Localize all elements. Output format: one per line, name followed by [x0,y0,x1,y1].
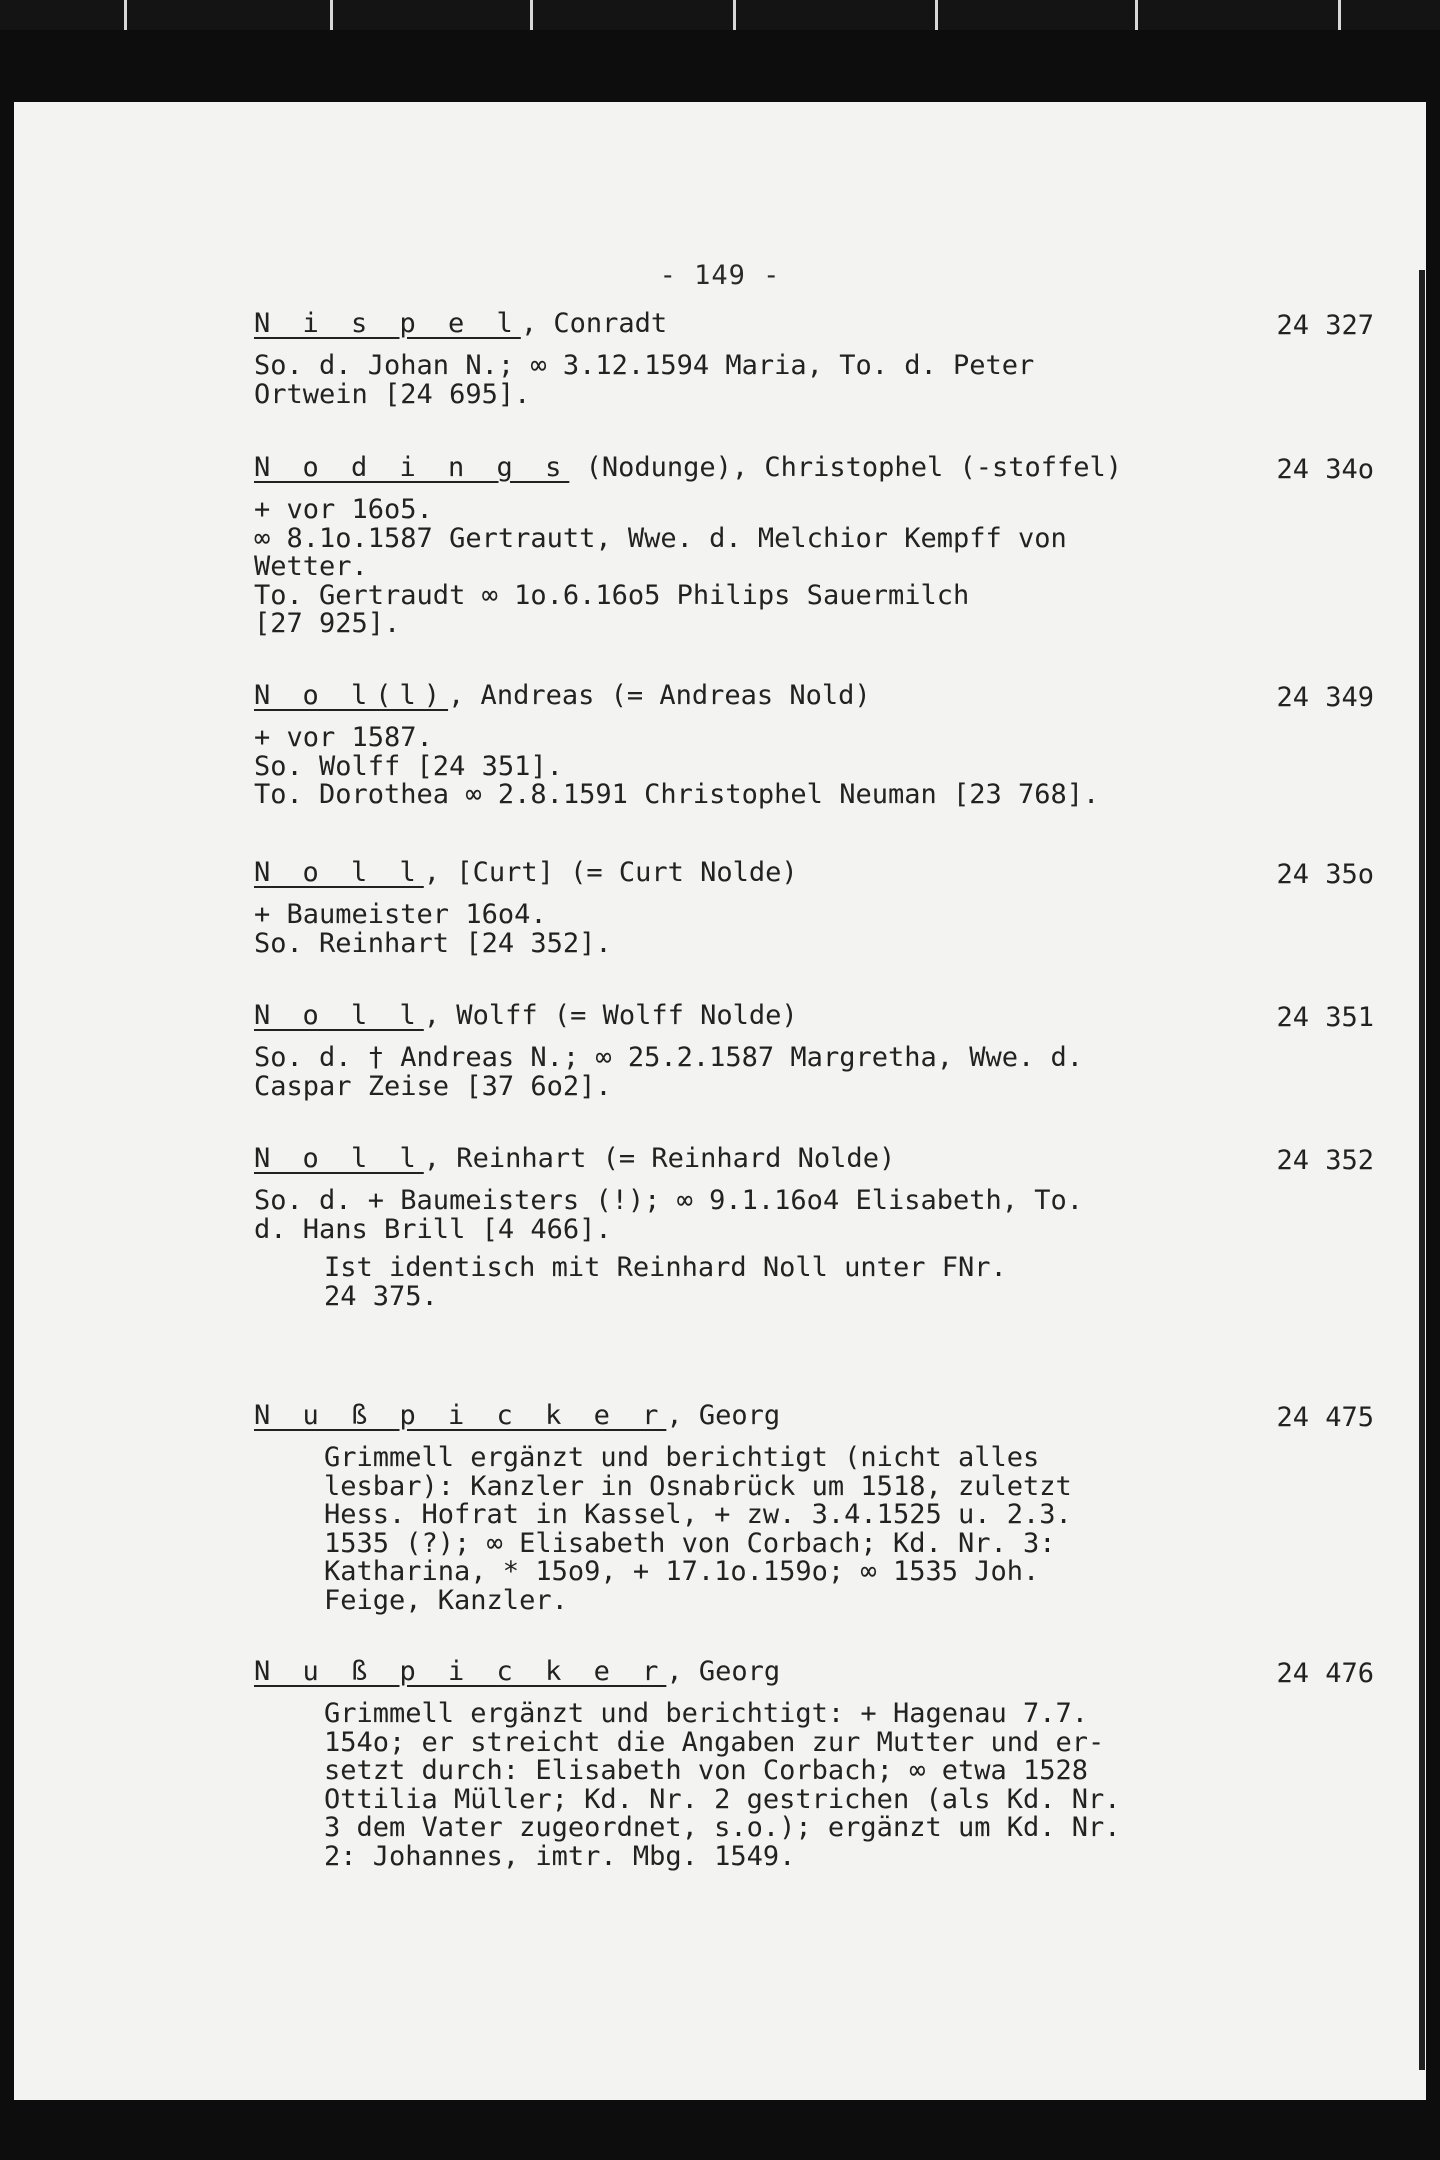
entry-given-name: , Andreas (= Andreas Nold) [448,680,871,711]
entry-surname: N o l(l) [254,680,449,711]
entry-fnr: 24 349 [1276,682,1374,713]
edge-tick [1338,0,1341,30]
entry-heading [254,310,1374,352]
edge-tick [530,0,533,30]
entry-given-name: (Nodunge), Christophel (-stoffel) [569,452,1123,483]
page-number: - 149 - [659,260,781,291]
entry-given-name: , Conradt [520,308,668,339]
entry-fnr: 24 351 [1276,1002,1374,1033]
entry-body: + vor 1587. So. Wolff [24 351]. To. Dorothea ∞ 2.8.1591 Christophel Neuman [23 768]. [254,722,1100,810]
page-shadow-edge [1419,270,1425,2070]
edge-tick [330,0,333,30]
entry [254,1145,1374,1311]
entry-body: So. d. Johan N.; ∞ 3.12.1594 Maria, To. d. Peter Ortwein [24 695]. [254,350,1035,410]
entry-note: Grimmell ergänzt und berichtigt (nicht alles lesbar): Kanzler in Osnabrück um 1518, zuletzt Hess. Hofrat in Kassel, + zw. 3.4.1525 u. 2.3. 1535 (?); ∞ Elisabeth von Corbach; Kd. Nr. 3: Katharina, * 15o9, + 17.1o.159o; ∞ 1535 Joh. Feige, Kanzler. [324,1442,1072,1616]
entry-fnr: 24 475 [1276,1402,1374,1433]
entry-body: + vor 16o5. ∞ 8.1o.1587 Gertrautt, Wwe. d. Melchior Kempff von Wetter. To. Gertraudt ∞ 1o.6.16o5 Philips Sauermilch [27 925]. [254,494,1067,639]
entry-note: Grimmell ergänzt und berichtigt: + Hagenau 7.7. 154o; er streicht die Angaben zur Mutter und er- setzt durch: Elisabeth von Corbach; ∞ etwa 1528 Ottilia Müller; Kd. Nr. 2 gestrichen (als Kd. Nr. 3 dem Vater zugeordnet, s.o.); ergänzt um Kd. Nr. 2: Johannes, imtr. Mbg. 1549. [324,1698,1121,1872]
entry-surname: N u ß p i c k e r [254,1400,667,1431]
entry-body: + Baumeister 16o4. So. Reinhart [24 352]. [254,899,612,959]
entry [254,682,1374,810]
entry-heading [254,1002,1374,1044]
entry [254,859,1374,958]
entry-surname: N u ß p i c k e r [254,1656,667,1687]
entry-given-name: , Georg [666,1400,781,1431]
entry-surname: N o d i n g s [254,452,570,483]
entry [254,310,1374,409]
entry-fnr: 24 34o [1276,454,1374,485]
entry-fnr: 24 476 [1276,1658,1374,1689]
entry-heading [254,454,1374,496]
entry [254,1002,1374,1101]
entry-heading [254,859,1374,901]
entry-heading [254,682,1374,724]
entry-given-name: , Georg [666,1656,781,1687]
edge-tick [124,0,127,30]
edge-tick [935,0,938,30]
entry-given-name: , [Curt] (= Curt Nolde) [423,857,798,888]
entry [254,454,1374,639]
entry-heading [254,1402,1374,1444]
entry-heading [254,1145,1374,1187]
entry-heading [254,1658,1374,1700]
entry-surname: N i s p e l [254,308,521,339]
entry [254,1402,1374,1615]
entry-given-name: , Wolff (= Wolff Nolde) [423,1000,798,1031]
edge-tick [733,0,736,30]
entry-surname: N o l l [254,1000,424,1031]
entry-fnr: 24 35o [1276,859,1374,890]
entry-body: So. d. † Andreas N.; ∞ 25.2.1587 Margretha, Wwe. d. Caspar Zeise [37 6o2]. [254,1042,1084,1102]
entry [254,1658,1374,1871]
entry-fnr: 24 352 [1276,1145,1374,1176]
entry-surname: N o l l [254,1143,424,1174]
entry-given-name: , Reinhart (= Reinhard Nolde) [423,1143,896,1174]
entry-note: Ist identisch mit Reinhard Noll unter FNr. 24 375. [324,1252,1007,1312]
scanner-edge-strip [0,0,1440,30]
entry-body: So. d. + Baumeisters (!); ∞ 9.1.16o4 Elisabeth, To. d. Hans Brill [4 466]. [254,1185,1084,1245]
entry-surname: N o l l [254,857,424,888]
entry-fnr: 24 327 [1276,310,1374,341]
edge-tick [1135,0,1138,30]
document-page [14,102,1426,2100]
